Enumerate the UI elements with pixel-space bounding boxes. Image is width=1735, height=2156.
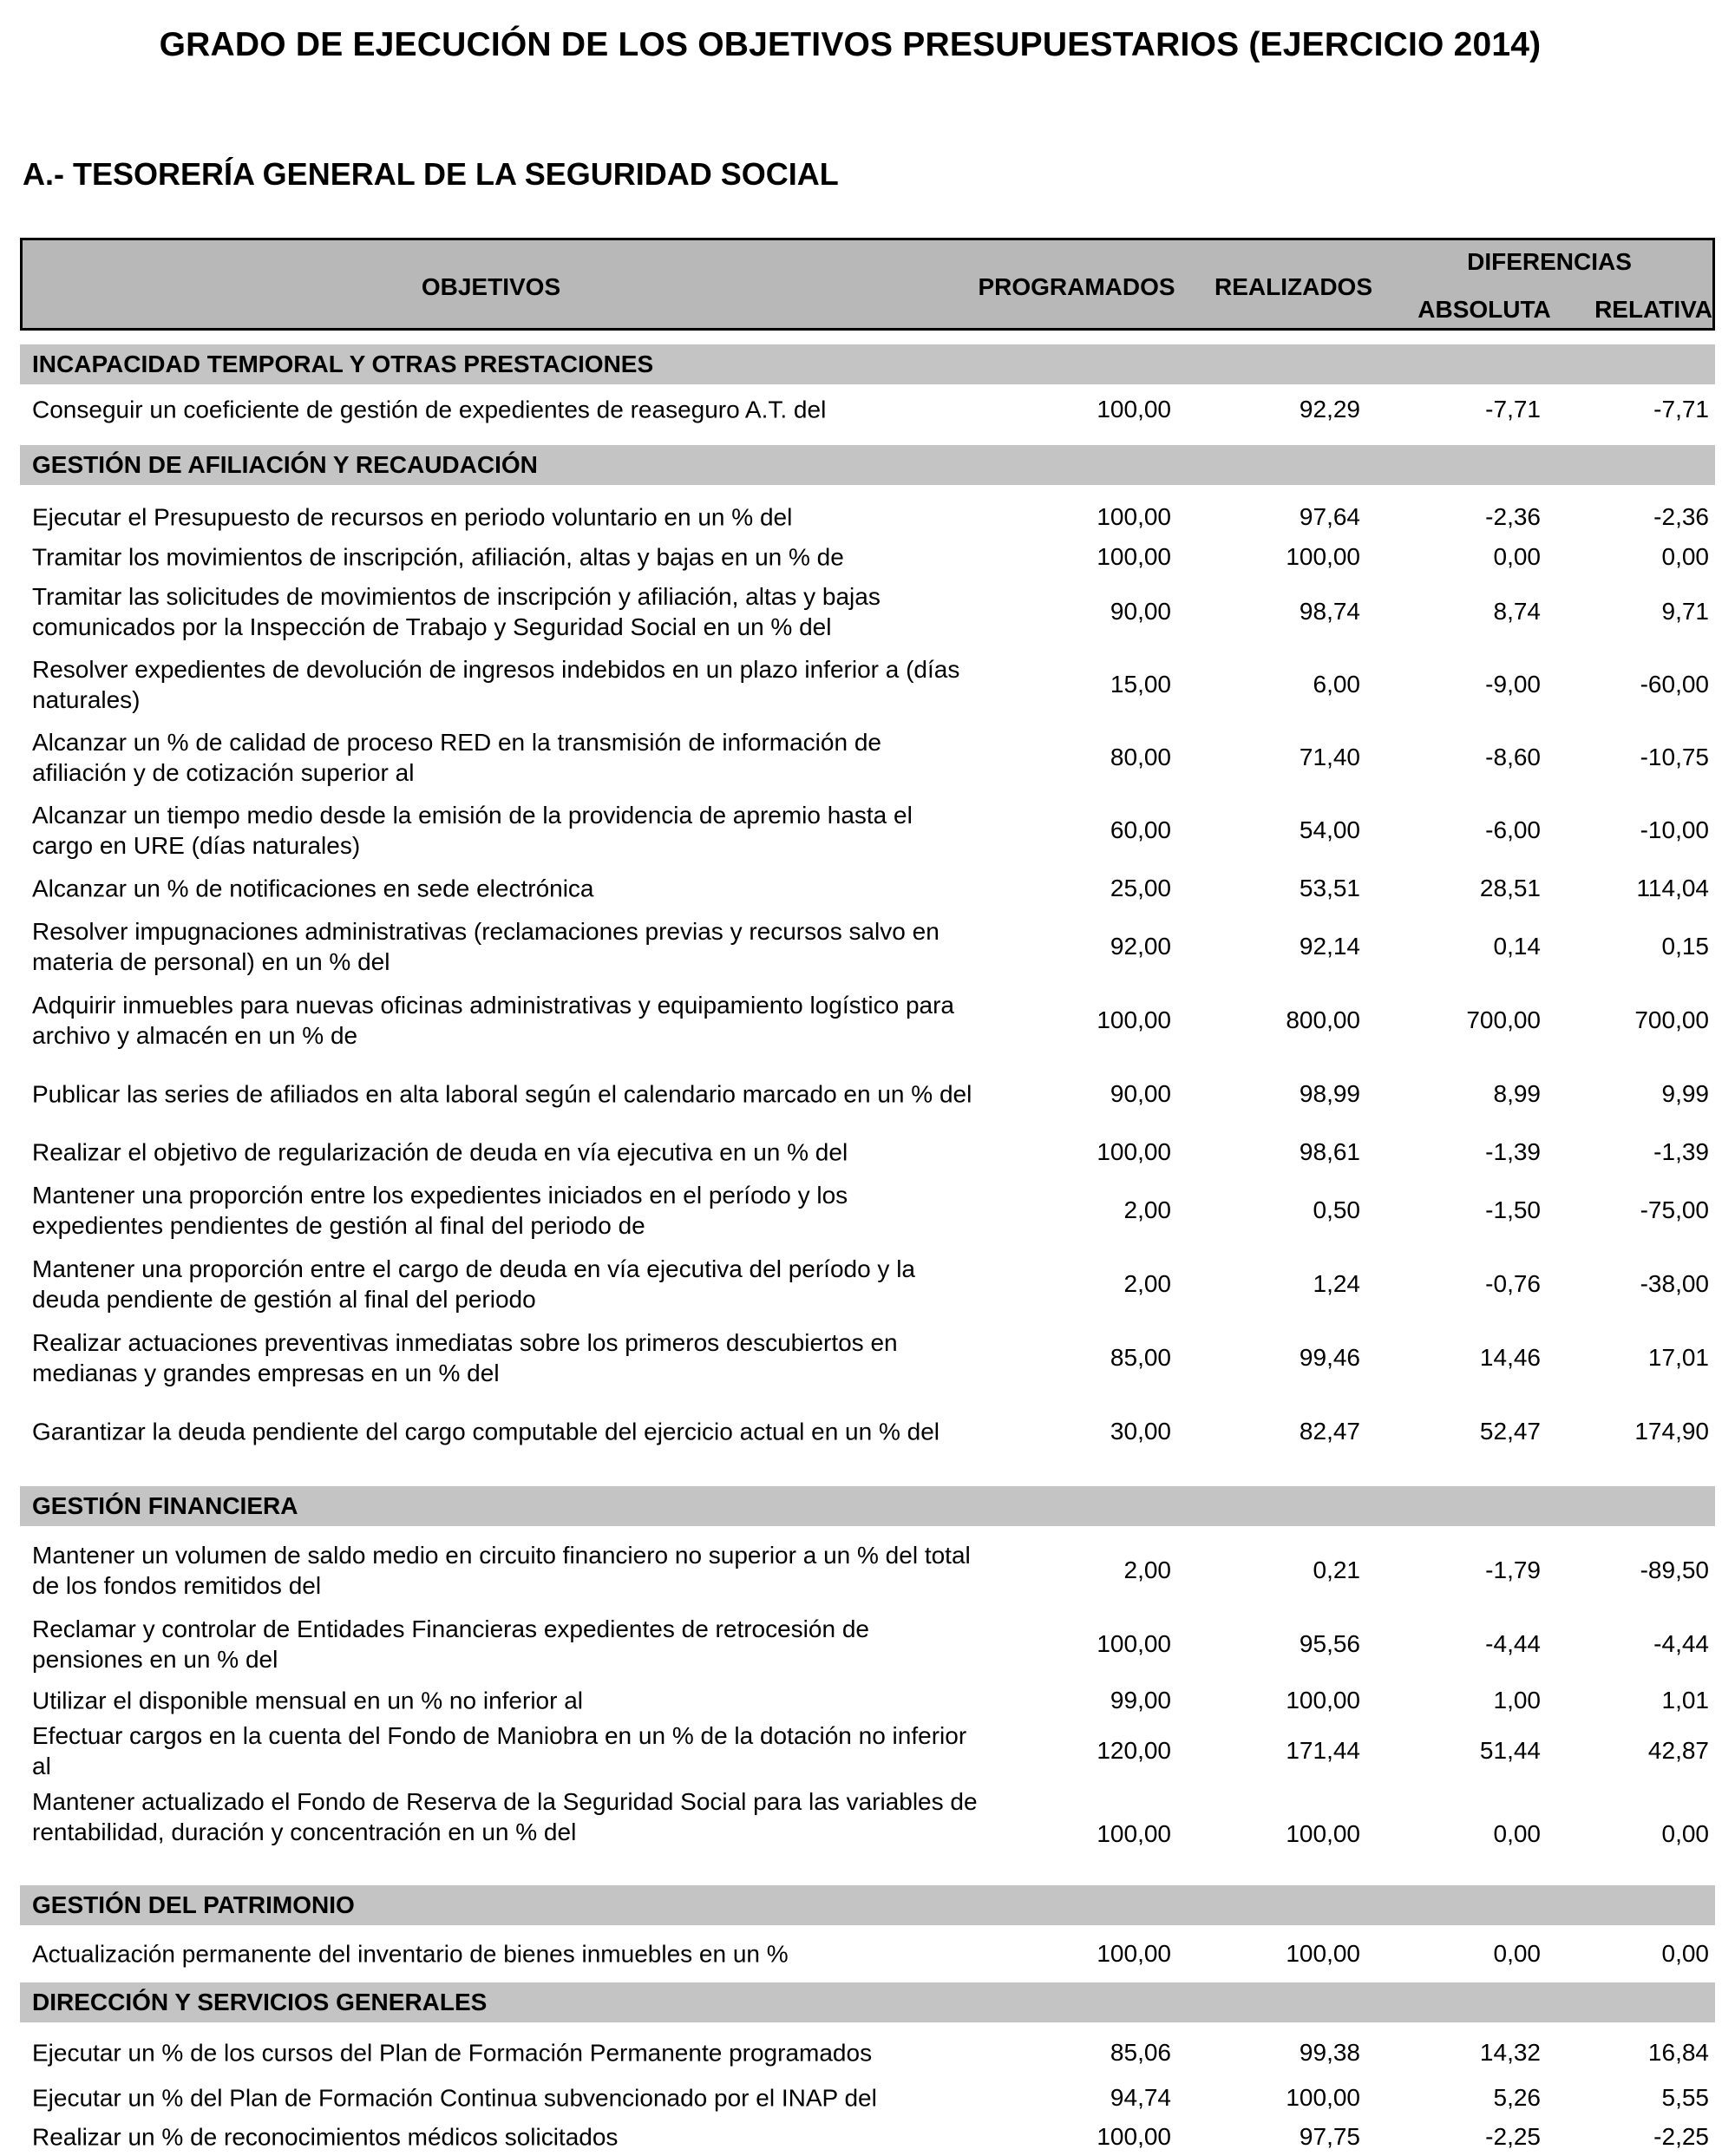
relativa-value: 700,00 bbox=[1634, 1006, 1709, 1033]
programados-value: 90,00 bbox=[1110, 598, 1171, 625]
absoluta-value: 1,00 bbox=[1493, 1687, 1541, 1714]
page-title: GRADO DE EJECUCIÓN DE LOS OBJETIVOS PRESUPUESTARIOS (EJERCICIO 2014) bbox=[159, 26, 1542, 63]
absoluta-value: 8,99 bbox=[1493, 1080, 1541, 1107]
objective-label: Conseguir un coeficiente de gestión de expedientes de reaseguro A.T. del bbox=[32, 396, 827, 423]
programados-value: 2,00 bbox=[1123, 1270, 1171, 1297]
realizados-value: 92,14 bbox=[1299, 933, 1360, 960]
table-row bbox=[20, 2078, 1715, 2118]
realizados-value: 100,00 bbox=[1286, 1940, 1360, 1967]
objective-label: Garantizar la deuda pendiente del cargo computable del ejercicio actual en un % del bbox=[32, 1418, 940, 1445]
programados-value: 90,00 bbox=[1110, 1080, 1171, 1107]
programados-value: 80,00 bbox=[1110, 744, 1171, 770]
absoluta-value: -8,60 bbox=[1485, 744, 1541, 770]
programados-value: 25,00 bbox=[1110, 875, 1171, 901]
objective-label: Actualización permanente del inventario de bienes inmuebles en un % bbox=[32, 1940, 789, 1968]
absoluta-value: -2,25 bbox=[1485, 2123, 1541, 2150]
objective-label: Ejecutar un % del Plan de Formación Continua subvencionado por el INAP del bbox=[32, 2084, 877, 2112]
realizados-value: 98,99 bbox=[1299, 1080, 1360, 1107]
table-row bbox=[20, 1720, 1715, 1781]
absoluta-value: 51,44 bbox=[1479, 1737, 1541, 1764]
table-row bbox=[20, 1174, 1715, 1247]
programados-value: 2,00 bbox=[1123, 1556, 1171, 1583]
realizados-value: 0,21 bbox=[1313, 1556, 1360, 1583]
table-row bbox=[20, 1321, 1715, 1394]
realizados-value: 1,24 bbox=[1313, 1270, 1360, 1297]
objective-label: Alcanzar un tiempo medio desde la emisión de la providencia de apremio hasta el cargo en URE (días naturales) bbox=[32, 802, 913, 859]
objective-label: Mantener una proporción entre el cargo de deuda en vía ejecutiva del período y la deuda pendiente de gestión al final del periodo bbox=[32, 1255, 916, 1313]
programados-value: 2,00 bbox=[1123, 1196, 1171, 1223]
table-row bbox=[20, 384, 1715, 435]
table-row bbox=[20, 794, 1715, 867]
relativa-value: 0,00 bbox=[1661, 1819, 1709, 1847]
category-row: GESTIÓN DE AFILIACIÓN Y RECAUDACIÓN bbox=[20, 445, 1715, 485]
table-row bbox=[20, 910, 1715, 983]
absoluta-value: -1,79 bbox=[1485, 1556, 1541, 1583]
absoluta-value: -4,44 bbox=[1485, 1630, 1541, 1657]
absoluta-value: -6,00 bbox=[1485, 816, 1541, 843]
relativa-value: -75,00 bbox=[1640, 1196, 1709, 1223]
absoluta-value: 0,00 bbox=[1493, 1940, 1541, 1967]
header-diferencias: DIFERENCIAS bbox=[1467, 248, 1632, 275]
programados-value: 94,74 bbox=[1110, 2084, 1171, 2111]
table-row bbox=[20, 2028, 1715, 2078]
table-row bbox=[20, 1781, 1715, 1866]
programados-value: 100,00 bbox=[1097, 503, 1171, 530]
category-row: GESTIÓN DEL PATRIMONIO bbox=[20, 1885, 1715, 1925]
relativa-value: -7,71 bbox=[1653, 396, 1709, 423]
table-row bbox=[20, 1681, 1715, 1720]
absoluta-value: 14,46 bbox=[1479, 1344, 1541, 1371]
programados-value: 100,00 bbox=[1097, 1630, 1171, 1657]
category-row: INCAPACIDAD TEMPORAL Y OTRAS PRESTACIONES bbox=[20, 344, 1715, 384]
realizados-value: 98,74 bbox=[1299, 598, 1360, 625]
programados-value: 100,00 bbox=[1097, 1819, 1171, 1847]
table-row bbox=[20, 1533, 1715, 1608]
realizados-value: 71,40 bbox=[1299, 744, 1360, 770]
relativa-value: 0,00 bbox=[1661, 543, 1709, 570]
programados-value: 100,00 bbox=[1097, 1006, 1171, 1033]
objective-label: Resolver expedientes de devolución de ingresos indebidos en un plazo inferior a (días naturales) bbox=[32, 656, 960, 713]
objective-label: Mantener actualizado el Fondo de Reserva de la Seguridad Social para las variables de rentabilidad, duración y concentración en un % del bbox=[32, 1788, 978, 1846]
objective-label: Tramitar los movimientos de inscripción, afiliación, altas y bajas en un % de bbox=[32, 543, 844, 571]
header-absoluta: ABSOLUTA bbox=[1417, 296, 1551, 323]
realizados-value: 53,51 bbox=[1299, 875, 1360, 901]
objective-label: Realizar un % de reconocimientos médicos solicitados bbox=[32, 2123, 619, 2151]
realizados-value: 800,00 bbox=[1286, 1006, 1360, 1033]
realizados-value: 98,61 bbox=[1299, 1138, 1360, 1165]
relativa-value: 5,55 bbox=[1661, 2084, 1709, 2111]
header-objetivos: OBJETIVOS bbox=[421, 273, 561, 300]
programados-value: 85,06 bbox=[1110, 2039, 1171, 2066]
absoluta-value: 0,00 bbox=[1493, 543, 1541, 570]
relativa-value: -1,39 bbox=[1653, 1138, 1709, 1165]
objective-label: Realizar el objetivo de regularización de deuda en vía ejecutiva en un % del bbox=[32, 1138, 848, 1166]
table-row bbox=[20, 648, 1715, 721]
realizados-value: 100,00 bbox=[1286, 1819, 1360, 1847]
table-row bbox=[20, 1058, 1715, 1130]
programados-value: 92,00 bbox=[1110, 933, 1171, 960]
realizados-value: 6,00 bbox=[1313, 671, 1360, 698]
absoluta-value: 700,00 bbox=[1466, 1006, 1541, 1033]
header-relativa: RELATIVA bbox=[1594, 296, 1712, 323]
relativa-value: 9,99 bbox=[1661, 1080, 1709, 1107]
objective-label: Tramitar las solicitudes de movimientos de inscripción y afiliación, altas y bajas comunicados por la Inspección de Trabajo y Seguridad Social en un % del bbox=[32, 583, 881, 640]
objective-label: Alcanzar un % de calidad de proceso RED en la transmisión de información de afiliación y de cotización superior al bbox=[32, 729, 881, 786]
programados-value: 100,00 bbox=[1097, 543, 1171, 570]
absoluta-value: 28,51 bbox=[1479, 875, 1541, 901]
programados-value: 100,00 bbox=[1097, 396, 1171, 423]
absoluta-value: -0,76 bbox=[1485, 1270, 1541, 1297]
table-row bbox=[20, 867, 1715, 910]
realizados-value: 99,38 bbox=[1299, 2039, 1360, 2066]
programados-value: 100,00 bbox=[1097, 1138, 1171, 1165]
realizados-value: 100,00 bbox=[1286, 543, 1360, 570]
relativa-value: 17,01 bbox=[1647, 1344, 1709, 1371]
programados-value: 99,00 bbox=[1110, 1687, 1171, 1714]
table-row bbox=[20, 721, 1715, 794]
absoluta-value: 5,26 bbox=[1493, 2084, 1541, 2111]
relativa-value: -10,75 bbox=[1640, 744, 1709, 770]
section-title: A.- TESORERÍA GENERAL DE LA SEGURIDAD SOCIAL bbox=[23, 156, 839, 192]
realizados-value: 54,00 bbox=[1299, 816, 1360, 843]
objective-label: Adquirir inmuebles para nuevas oficinas administrativas y equipamiento logístico para archivo y almacén en un % de bbox=[32, 992, 955, 1049]
objective-label: Efectuar cargos en la cuenta del Fondo de Maniobra en un % de la dotación no inferior al bbox=[32, 1722, 967, 1779]
relativa-value: 1,01 bbox=[1661, 1687, 1709, 1714]
table-row bbox=[20, 575, 1715, 648]
category-row: DIRECCIÓN Y SERVICIOS GENERALES bbox=[20, 1982, 1715, 2022]
relativa-value: 16,84 bbox=[1647, 2039, 1709, 2066]
table-row bbox=[20, 539, 1715, 575]
header-programados: PROGRAMADOS bbox=[978, 273, 1175, 300]
objective-label: Mantener un volumen de saldo medio en circuito financiero no superior a un % del total de los fondos remitidos del bbox=[32, 1542, 971, 1599]
realizados-value: 0,50 bbox=[1313, 1196, 1360, 1223]
absoluta-value: 14,32 bbox=[1479, 2039, 1541, 2066]
relativa-value: 42,87 bbox=[1647, 1737, 1709, 1764]
realizados-value: 97,64 bbox=[1299, 503, 1360, 530]
realizados-value: 171,44 bbox=[1286, 1737, 1360, 1764]
realizados-value: 95,56 bbox=[1299, 1630, 1360, 1657]
objective-label: Resolver impugnaciones administrativas (reclamaciones previas y recursos salvo en materia de personal) en un % del bbox=[32, 918, 940, 975]
realizados-value: 97,75 bbox=[1299, 2123, 1360, 2150]
relativa-value: 0,15 bbox=[1661, 933, 1709, 960]
objective-label: Reclamar y controlar de Entidades Financieras expedientes de retrocesión de pensiones en un % del bbox=[32, 1615, 869, 1673]
realizados-value: 92,29 bbox=[1299, 396, 1360, 423]
relativa-value: -2,25 bbox=[1653, 2123, 1709, 2150]
objective-label: Ejecutar un % de los cursos del Plan de Formación Permanente programados bbox=[32, 2039, 873, 2067]
absoluta-value: -9,00 bbox=[1485, 671, 1541, 698]
relativa-value: 114,04 bbox=[1636, 875, 1709, 901]
relativa-value: -60,00 bbox=[1640, 671, 1709, 698]
absoluta-value: 0,14 bbox=[1493, 933, 1541, 960]
table-row bbox=[20, 1130, 1715, 1174]
absoluta-value: -2,36 bbox=[1485, 503, 1541, 530]
realizados-value: 82,47 bbox=[1299, 1418, 1360, 1445]
table-row bbox=[20, 1608, 1715, 1681]
programados-value: 30,00 bbox=[1110, 1418, 1171, 1445]
relativa-value: 174,90 bbox=[1634, 1418, 1709, 1445]
table-row bbox=[20, 1925, 1715, 1982]
objective-label: Utilizar el disponible mensual en un % no inferior al bbox=[32, 1687, 584, 1714]
objective-label: Realizar actuaciones preventivas inmediatas sobre los primeros descubiertos en medianas y grandes empresas en un % del bbox=[32, 1329, 898, 1386]
programados-value: 85,00 bbox=[1110, 1344, 1171, 1371]
objective-label: Mantener una proporción entre los expedientes iniciados en el período y los expedientes pendientes de gestión al final del periodo de bbox=[32, 1182, 848, 1239]
realizados-value: 100,00 bbox=[1286, 1687, 1360, 1714]
absoluta-value: -1,50 bbox=[1485, 1196, 1541, 1223]
table-row bbox=[20, 2118, 1715, 2156]
absoluta-value: 8,74 bbox=[1493, 598, 1541, 625]
relativa-value: -2,36 bbox=[1653, 503, 1709, 530]
relativa-value: -38,00 bbox=[1640, 1270, 1709, 1297]
table-header bbox=[20, 238, 1715, 331]
objective-label: Ejecutar el Presupuesto de recursos en periodo voluntario en un % del bbox=[32, 503, 793, 531]
absoluta-value: -7,71 bbox=[1485, 396, 1541, 423]
table-row bbox=[20, 1247, 1715, 1321]
programados-value: 120,00 bbox=[1097, 1737, 1171, 1764]
table-row bbox=[20, 495, 1715, 539]
programados-value: 15,00 bbox=[1110, 671, 1171, 698]
relativa-value: 9,71 bbox=[1661, 598, 1709, 625]
relativa-value: 0,00 bbox=[1661, 1940, 1709, 1967]
objective-label: Publicar las series de afiliados en alta laboral según el calendario marcado en un % del bbox=[32, 1080, 972, 1108]
objective-label: Alcanzar un % de notificaciones en sede electrónica bbox=[32, 875, 594, 902]
programados-value: 100,00 bbox=[1097, 1940, 1171, 1967]
table-body bbox=[20, 344, 1715, 2156]
relativa-value: -10,00 bbox=[1640, 816, 1709, 843]
header-realizados: REALIZADOS bbox=[1214, 273, 1372, 300]
relativa-value: -4,44 bbox=[1653, 1630, 1709, 1657]
absoluta-value: 0,00 bbox=[1493, 1819, 1541, 1847]
programados-value: 100,00 bbox=[1097, 2123, 1171, 2150]
absoluta-value: 52,47 bbox=[1479, 1418, 1541, 1445]
table-row bbox=[20, 983, 1715, 1058]
programados-value: 60,00 bbox=[1110, 816, 1171, 843]
relativa-value: -89,50 bbox=[1640, 1556, 1709, 1583]
realizados-value: 99,46 bbox=[1299, 1344, 1360, 1371]
table-row bbox=[20, 1394, 1715, 1469]
absoluta-value: -1,39 bbox=[1485, 1138, 1541, 1165]
category-row: GESTIÓN FINANCIERA bbox=[20, 1486, 1715, 1526]
realizados-value: 100,00 bbox=[1286, 2084, 1360, 2111]
